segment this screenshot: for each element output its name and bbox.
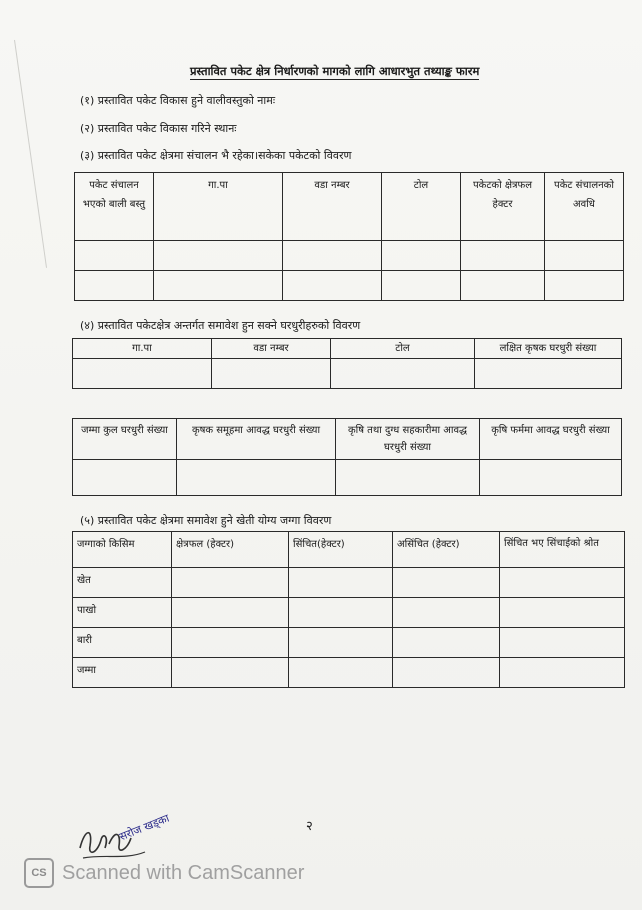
col-gapa: गा.पा bbox=[154, 173, 283, 241]
col-area: पकेटको क्षेत्रफल हेक्टर bbox=[461, 173, 545, 241]
camscanner-watermark bbox=[24, 858, 304, 888]
table-row[interactable] bbox=[73, 658, 625, 688]
question-3: (३) प्रस्तावित पकेट क्षेत्रमा संचालन भै रहेका।सकेका पकेटको विवरण bbox=[80, 149, 352, 162]
col-tole: टोल bbox=[382, 173, 461, 241]
camscanner-text: Scanned with CamScanner bbox=[62, 861, 305, 884]
table-row[interactable] bbox=[73, 460, 622, 496]
land-details-table bbox=[72, 531, 625, 688]
household-location-table bbox=[72, 338, 622, 389]
form-title: प्रस्तावित पकेट क्षेत्र निर्धारणको मागको लागि आधारभुत तथ्याङ्क फारम bbox=[190, 64, 480, 78]
col-tole: टोल bbox=[331, 339, 475, 359]
table-row[interactable] bbox=[75, 271, 624, 301]
col-crop: पकेट संचालन भएको बाली बस्तु bbox=[75, 173, 154, 241]
col-target-households: लक्षित कृषक घरधुरी संख्या bbox=[475, 339, 622, 359]
household-count-table bbox=[72, 418, 622, 496]
table-row[interactable] bbox=[75, 241, 624, 271]
col-farm-households: कृषि फर्ममा आवद्ध घरधुरी संख्या bbox=[480, 419, 622, 460]
camscanner-logo-icon: CS bbox=[24, 858, 54, 888]
question-4: (४) प्रस्तावित पकेटक्षेत्र अन्तर्गत समावेश हुन सक्ने घरधुरीहरुको विवरण bbox=[80, 319, 361, 332]
col-duration: पकेट संचालनको अवधि bbox=[545, 173, 624, 241]
row-label-bari: बारी bbox=[73, 628, 172, 658]
existing-pocket-table bbox=[74, 172, 624, 301]
col-coop-households: कृषि तथा दुग्ध सहकारीमा आवद्ध घरधुरी संख्या bbox=[336, 419, 480, 460]
col-total-households: जम्मा कुल घरधुरी संख्या bbox=[73, 419, 177, 460]
question-2: (२) प्रस्तावित पकेट विकास गरिने स्थानः bbox=[80, 122, 237, 135]
stamp-text: सरोज खड्का bbox=[117, 811, 172, 844]
table-header-row bbox=[73, 339, 622, 359]
table-row[interactable] bbox=[73, 359, 622, 389]
col-gapa: गा.पा bbox=[73, 339, 212, 359]
col-ward: वडा नम्बर bbox=[212, 339, 331, 359]
row-label-total: जम्मा bbox=[73, 658, 172, 688]
table-header-row bbox=[75, 173, 624, 241]
table-header-row bbox=[73, 532, 625, 568]
col-area-hectare: क्षेत्रफल (हेक्टर) bbox=[172, 532, 289, 568]
table-row[interactable] bbox=[73, 628, 625, 658]
question-1: (१) प्रस्तावित पकेट विकास हुने वालीवस्तुको नामः bbox=[80, 94, 276, 107]
question-5: (५) प्रस्तावित पकेट क्षेत्रमा समावेश हुने खेती योग्य जग्गा विवरण bbox=[80, 514, 332, 527]
col-ward: वडा नम्बर bbox=[283, 173, 382, 241]
col-unirrigated: असिंचित (हेक्टर) bbox=[393, 532, 500, 568]
col-irrigated: सिंचित(हेक्टर) bbox=[289, 532, 393, 568]
row-label-pakho: पाखो bbox=[73, 598, 172, 628]
table-row[interactable] bbox=[73, 598, 625, 628]
row-label-khet: खेत bbox=[73, 568, 172, 598]
col-irrigation-source: सिंचित भए सिंचाईको श्रोत bbox=[500, 532, 625, 568]
col-land-type: जग्गाको किसिम bbox=[73, 532, 172, 568]
table-row[interactable] bbox=[73, 568, 625, 598]
page-number: २ bbox=[306, 819, 313, 834]
table-header-row bbox=[73, 419, 622, 460]
col-group-households: कृषक समूहमा आवद्ध घरधुरी संख्या bbox=[177, 419, 336, 460]
